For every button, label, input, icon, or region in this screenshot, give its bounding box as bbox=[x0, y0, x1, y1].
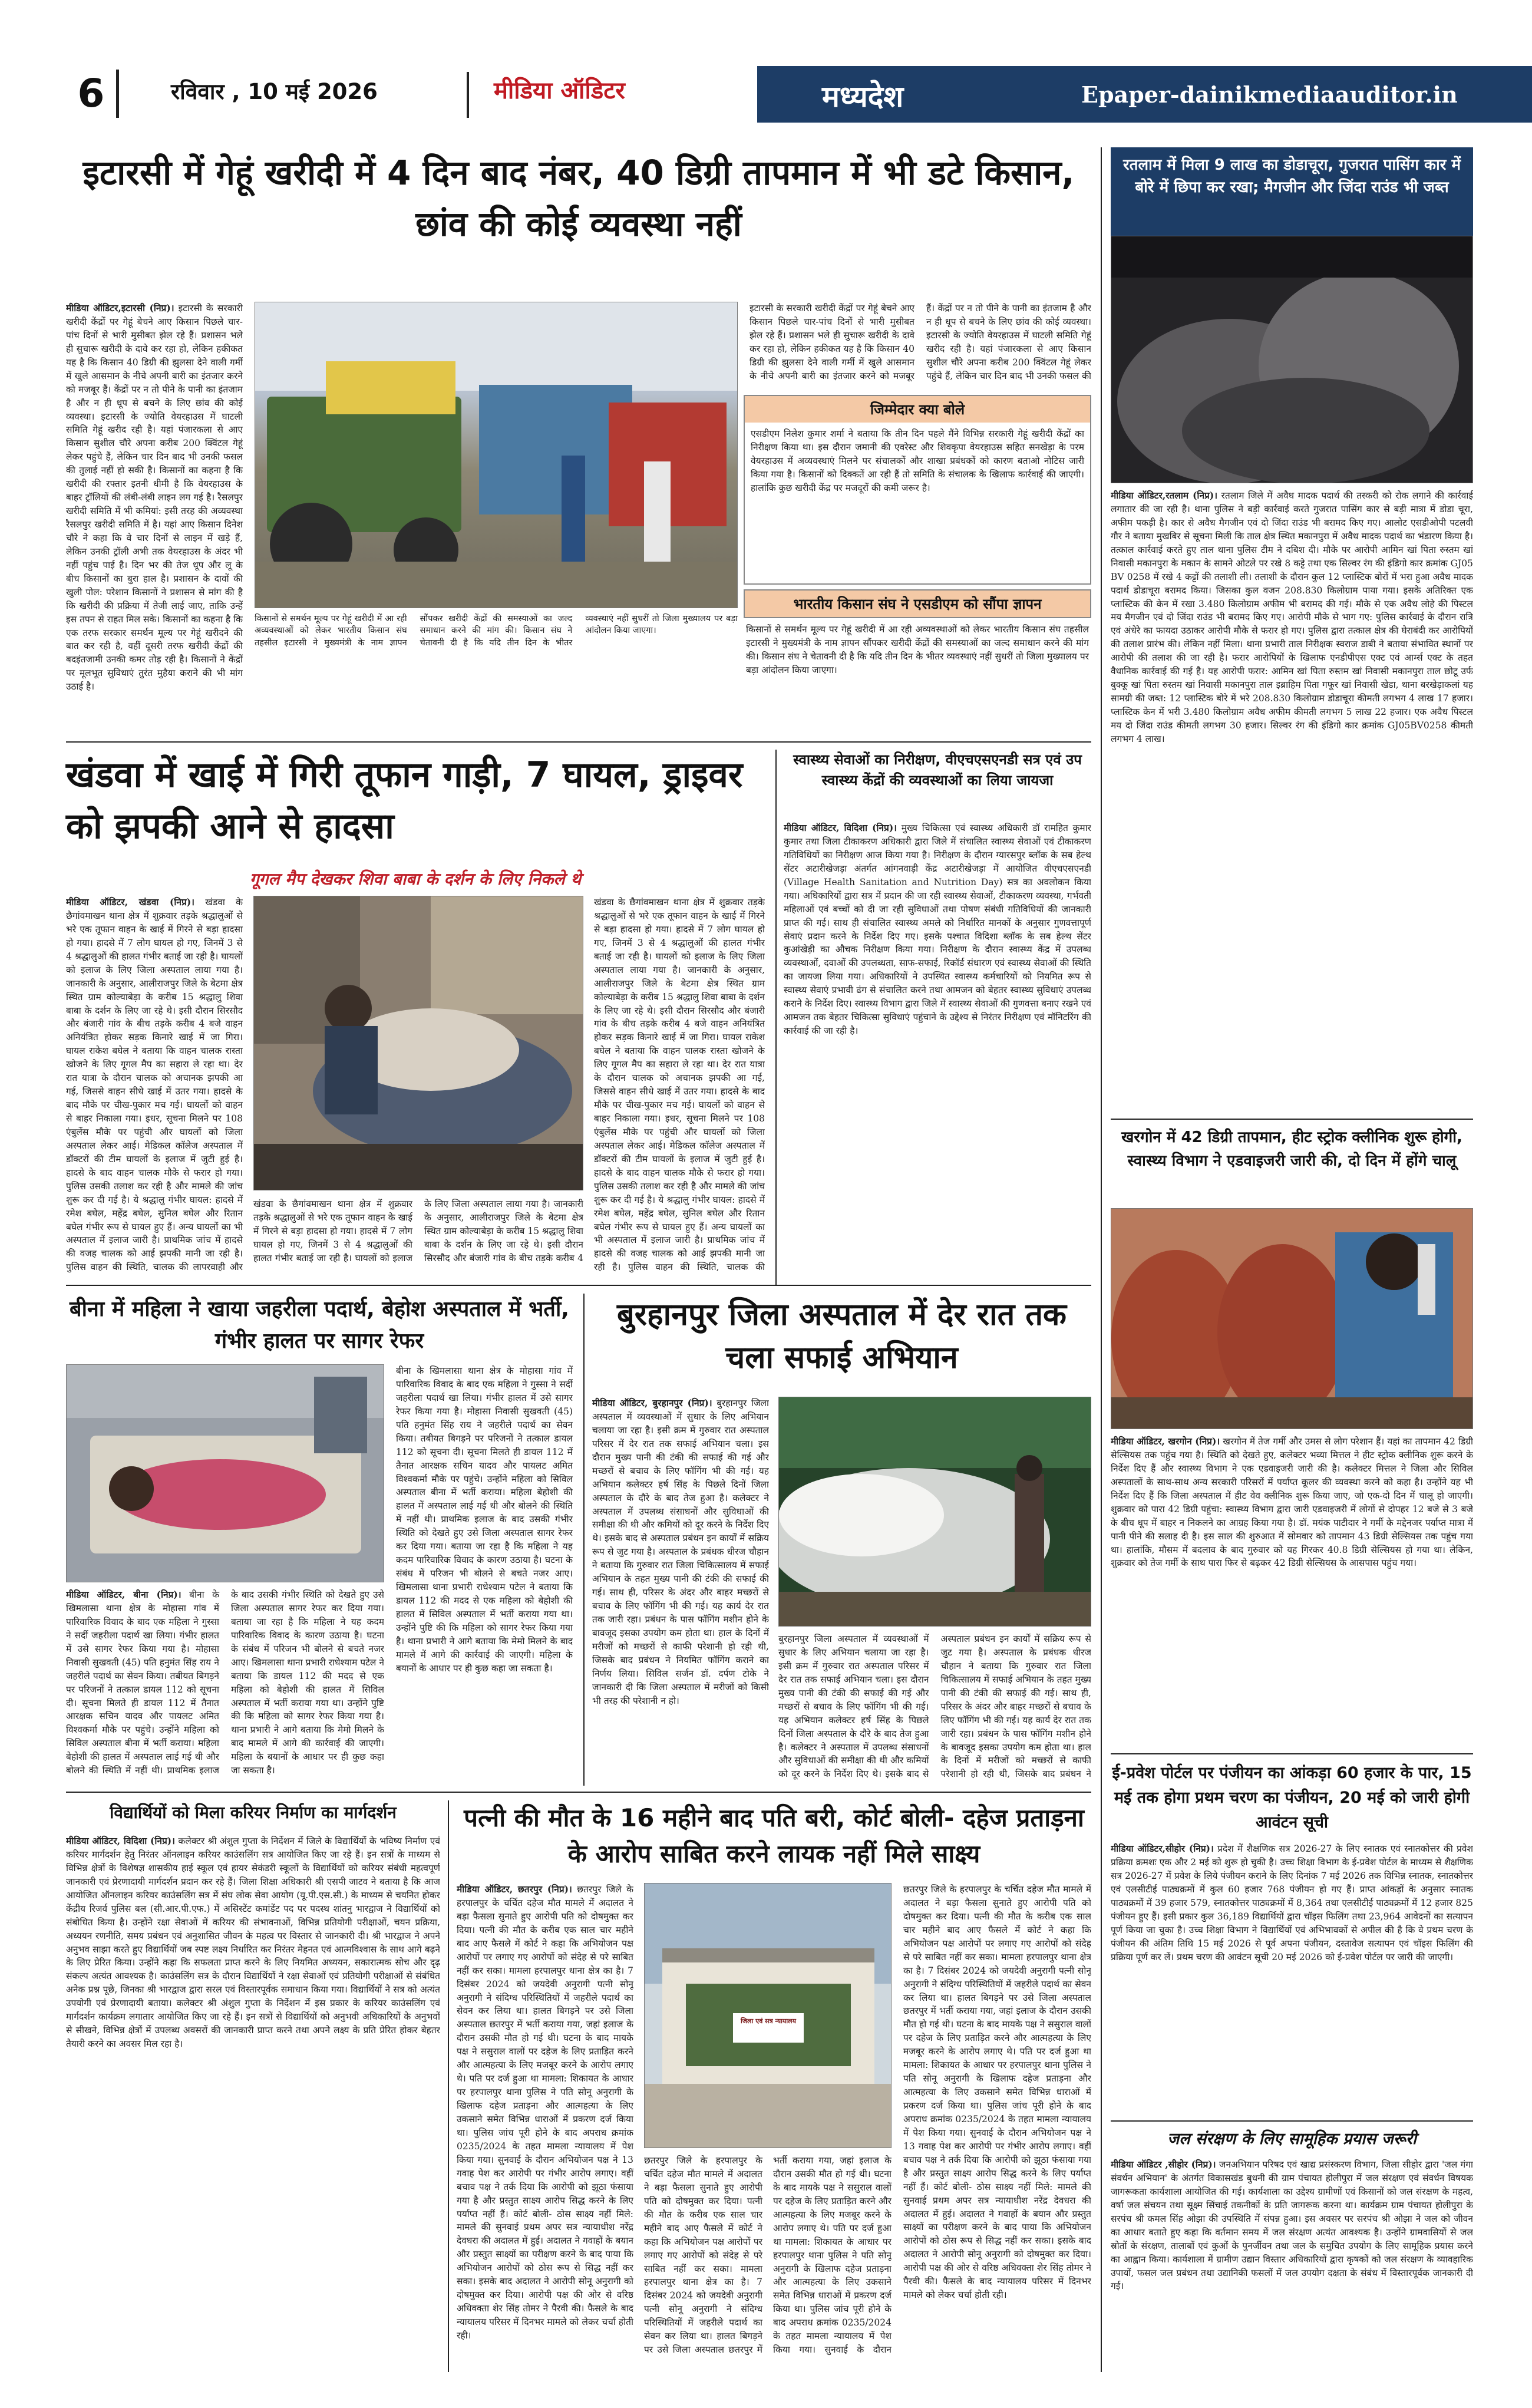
article-chhatarpur-body-center: छतरपुर जिले के हरपालपुर के चर्चित दहेज मौत मामले में अदालत ने बड़ा फैसला सुनाते हुए आरोपी पति को दोषमुक्त कर दिया। पत्नी की मौत के करीब एक साल चार महीने बाद आए फैसले में कोर्ट ने कहा कि अभियोजन पक्ष आरोपों पर लगाए गए आरोपों को संदेह से परे साबित नहीं कर सका। मामला हरपालपुर थाना क्षेत्र का है। 7 दिसंबर 2024 को जयदेवी अनुरागी पत्नी सोनू अनुरागी ने संदिग्ध परिस्थितियों में जहरीले पदार्थ का सेवन कर लिया था। हालत बिगड़ने पर उसे जिला अस्पताल छतरपुर में भर्ती कराया गया, जहां इलाज के दौरान उसकी मौत हो गई थी। घटना के बाद मायके पक्ष ने ससुराल वालों पर दहेज के लिए प्रताड़ित करने और आत्महत्या के लिए मजबूर करने के आरोप लगाए थे। पति पर दर्ज हुआ था मामला: शिकायत के आधार पर हरपालपुर थाना पुलिस ने पति सोनू अनुरागी के खिलाफ दहेज प्रताड़ना और आत्महत्या के लिए उकसाने समेत विभिन्न धाराओं में प्रकरण दर्ज किया था। पुलिस जांच पूरी होने के बाद अपराध क्रमांक 0235/2024 के तहत मामला न्यायालय में पेश किया गया। सुनवाई के दौरान bbox=[644, 2155, 892, 2356]
header-divider bbox=[467, 72, 469, 118]
rule-sidebar-3 bbox=[1111, 2120, 1473, 2122]
bina-photo bbox=[66, 1364, 384, 1582]
rule-sidebar bbox=[1101, 147, 1102, 2372]
ratlam-photo-art bbox=[1111, 236, 1473, 483]
article-career-body: मीडिया ऑडिटर, विदिशा (निप्र)। कलेक्टर श्री अंशुल गुप्ता के निर्देशन में जिले के विद्यार्थियों के भविष्य निर्माण एवं करियर मार्गदर्शन हेतु निरंतर ऑनलाइन करियर काउंसलिंग सत्र आयोजित किए जा रहे हैं। इन सत्रों के माध्यम से विभिन्न क्षेत्रों के विशेषज्ञ शासकीय हाई स्कूल एवं हायर सेकंडरी स्कूलों के विद्यार्थियों को करियर संबंधी महत्वपूर्ण जानकारी एवं प्रेरणादायी मार्गदर्शन प्रदान कर रहे हैं। जिला शिक्षा अधिकारी श्री एसपी जाटव ने बताया है कि आज आयोजित ऑनलाइन करियर काउंसलिंग सत्र में संघ लोक सेवा आयोग (यू.पी.एस.सी.) के माध्यम से चयनित होकर केंद्रीय रिजर्व पुलिस बल (सी.आर.पी.एफ.) में असिस्टेंट कमांडेंट पद पर पदस्थ शांतनु भारद्वाज ने विद्यार्थियों को संबोधित किया है। उन्होंने रक्षा सेवाओं में करियर की संभावनाओं, विभिन्न प्रतियोगी परीक्षाओं, चयन प्रक्रिया, अध्ययन रणनीति, समय प्रबंधन एवं अनुशासित जीवन के महत्व पर विस्तार से जानकारी दी। श्री भारद्वाज ने अपने अनुभव साझा करते हुए विद्यार्थियों जब स्पष्ट लक्ष्य निर्धारित कर निरंतर मेहनत एवं आत्मविश्वास के साथ आगे बढ़ने के लिए प्रेरित किया। उन्होंने कहा कि सफलता प्राप्त करने के लिए नियमित अध्ययन, सकारात्मक सोच और दृढ़ संकल्प अत्यंत आवश्यक है। काउंसलिंग सत्र के दौरान विद्यार्थियों ने रक्षा सेवाओं एवं प्रतियोगी परीक्षाओं से संबंधित अनेक प्रश्न पूछे, जिनका श्री भारद्वाज द्वारा सरल एवं विस्तारपूर्वक समाधान किया गया। विद्यार्थियों ने सत्र को अत्यंत उपयोगी एवं प्रेरणादायी बताया। कलेक्टर श्री अंशुल गुप्ता के निर्देशन में इस प्रकार के करियर काउंसलिंग एवं मार्गदर्शन कार्यक्रम लगातार आयोजित किए जा रहे हैं। इन सत्रों से विद्यार्थियों को अनुभवी अधिकारियों के अनुभवों से सीखने, विभिन्न क्षेत्रों में उपलब्ध अवसरों की जानकारी प्राप्त करने तथा अपने लक्ष्य के प्रति प्रेरित होकर बेहतर तैयारी करने का अवसर मिल रहा है। bbox=[66, 1835, 440, 2050]
box-officials-body: एसडीएम निलेश कुमार शर्मा ने बताया कि तीन दिन पहले मैंने विभिन्न सरकारी गेहूं खरीदी केंद्रों का निरीक्षण किया था। इस दौरान जमानी की एवरेस्ट और शिवकृपा वेयरहाउस सहित सनखेड़ा के परम वेयरहाउस में अव्यवस्थाएं मिलने पर संचालकों और शाखा प्रबंधकों को कारण बताओ नोटिस जारी किया गया है। किसानों को दिक्कतें आ रही हैं तो समिति के संचालक के खिलाफ कार्रवाई की जाएगी। हालांकि कुछ खरीदी केंद्र पर मजदूरों की कमी जरूर है। bbox=[751, 428, 1084, 493]
article-career-headline: विद्यार्थियों को मिला करियर निर्माण का मार्गदर्शन bbox=[110, 1803, 397, 1822]
itarsi-photo-art bbox=[255, 302, 738, 608]
masthead bbox=[0, 0, 1532, 127]
khandwa-photo-art bbox=[254, 896, 583, 1190]
box-officials-said bbox=[744, 395, 1091, 585]
rule-sidebar-2 bbox=[1111, 1753, 1473, 1754]
article-khargone bbox=[1111, 1126, 1473, 1750]
article-ratlam bbox=[1111, 147, 1473, 1114]
rule-under-article-1 bbox=[66, 741, 1091, 743]
article-itarsi-headline: इटारसी में गेहूं खरीदी में 4 दिन बाद नंबर, 40 डिग्री तापमान में भी डटे किसान, छांव की कोई व्यवस्था नहीं bbox=[82, 153, 1075, 244]
article-khandwa-headline: खंडवा में खाई में गिरी तूफान गाड़ी, 7 घायल, ड्राइवर को झपकी आने से हादसा bbox=[66, 754, 743, 847]
court-photo-art bbox=[645, 1883, 892, 2148]
box-kisan-sangh bbox=[744, 589, 1091, 738]
box-officials-title: जिम्मेदार क्या बोले bbox=[745, 396, 1090, 423]
article-itarsi-body: मीडिया ऑडिटर,इटारसी (निप्र)। इटारसी के सरकारी खरीदी केंद्रों पर गेहूं बेचने आए किसान पिछले चार-पांच दिनों से भारी मुसीबत झेल रहे हैं। प्रशासन भले ही सुचारू खरीदी के दावे कर रहा हो, लेकिन हकीकत यह है कि किसान 40 डिग्री की झुलसा देने वाली गर्मी में खुले आसमान के नीचे अपनी बारी का इंतजार करने को मजबूर हैं। केंद्रों पर न तो पीने के पानी का इंतजाम है और न ही धूप से बचने के लिए छांव की कोई व्यवस्था। इटारसी के ज्योति वेयरहाउस में घाटली समिति गेहूं खरीद रही है। यहां पंजारकला से आए किसान सुशील चौरे अपना करीब 200 क्विंटल गेहूं लेकर पहुंचे हैं, लेकिन चार दिन बाद भी उनकी फसल की तुलाई नहीं हो सकी है। किसानों का कहना है कि खरीदी की रफ्तार इतनी धीमी है कि वेयरहाउस के बाहर ट्रॉलियों की लंबी-लंबी लाइन लग गई है। रैसलपुर खरीदी समिति में भी कमियां: इसी तरह की अव्यवस्था रैसलपुर खरीदी समिति में है। यहां आए किसान दिनेश चौरे ने कहा कि वे चार दिनों से लाइन में खड़े हैं, लेकिन उनकी ट्रॉली अभी तक वेयरहाउस के अंदर भी नहीं पहुंच पाई है। दिन भर की तेज धूप और लू के बीच किसानों का बुरा हाल है। प्रशासन के दावों की खुली पोल: परेशान किसानों ने प्रशासन से मांग की है कि खरीदी की प्रक्रिया में तेजी लाई जाए, ताकि उन्हें इस तपन से राहत मिल सके। किसानों का कहना है कि एक तरफ सरकार समर्थन मूल्य पर गेहूं खरीदने की बात कर रही है, वहीं दूसरी तरफ खरीदी केंद्रों की बदइंतजामी उनकी कमर तोड़ रही है। किसानों ने केंद्रों पर मूलभूत सुविधाएं तुरंत मुहैया कराने की भी मांग उठाई है। bbox=[66, 302, 243, 692]
rule-bina-burhanpur bbox=[583, 1294, 585, 1786]
article-e-pravesh-headline: ई-प्रवेश पोर्टल पर पंजीयन का आंकड़ा 60 हजार के पार, 15 मई तक होगा प्रथम चरण का पंजीयन, 20 मई को जारी होगी आवंटन सूची bbox=[1112, 1764, 1472, 1832]
article-vidisha-health bbox=[784, 750, 1091, 1280]
article-bina-body-left: मीडिया ऑडिटर, बीना (निप्र)। बीना के खिमलासा थाना क्षेत्र के मोहासा गांव में पारिवारिक विवाद के बाद एक महिला ने गुस्सा ने सर्दी जहरीला पदार्थ खा लिया। गंभीर हालत में उसे सागर रेफर किया गया है। मोहासा निवासी सुखवती (45) पति हनुमंत सिंह राय ने जहरीले पदार्थ का सेवन किया। तबीयत बिगड़ने पर परिजनों ने तत्काल डायल 112 को सूचना दी। सूचना मिलते ही डायल 112 में तैनात आरक्षक सचिन यादव और पायलट अमित विश्वकर्मा मौके पर पहुंचे। उन्होंने महिला को सिविल अस्पताल बीना में भर्ती कराया। महिला बेहोशी की हालत में अस्पताल लाई गई थी और बोलने की स्थिति में नहीं थी। प्राथमिक इलाज के बाद उसकी गंभीर स्थिति को देखते हुए उसे जिला अस्पताल सागर रेफर कर दिया गया। बताया जा रहा है कि महिला ने यह कदम पारिवारिक विवाद के कारण उठाया है। घटना के संबंध में परिजन भी बोलने से बचते नजर आए। खिमलासा थाना प्रभारी राधेश्याम पटेल ने बताया कि डायल 112 की मदद से एक महिला को बेहोशी की हालत में सिविल अस्पताल में भर्ती कराया गया था। उन्होंने पुष्टि की कि महिला को सागर रेफर किया गया है। थाना प्रभारी ने आगे बताया कि मेमो मिलने के बाद मामले में आगे की कार्रवाई की जाएगी। महिला के बयानों के आधार पर ही कुछ कहा जा सकता है। bbox=[66, 1589, 384, 1776]
article-khandwa-body-right: खंडवा के छैगांवमाखन थाना क्षेत्र में शुक्रवार तड़के श्रद्धालुओं से भरे एक तूफान वाहन के खाई में गिरने से बड़ा हादसा हो गया। हादसे में 7 लोग घायल हो गए, जिनमें 3 से 4 श्रद्धालुओं की हालत गंभीर बताई जा रही है। घायलों को इलाज के लिए जिला अस्पताल लाया गया है। जानकारी के अनुसार, आलीराजपुर जिले के बेटमा क्षेत्र स्थित ग्राम कोल्याबेड़ा के करीब 15 श्रद्धालु शिवा बाबा के दर्शन के लिए जा रहे थे। इसी दौरान सिरसौद और बंजारी गांव के बीच तड़के करीब 4 बजे वाहन अनियंत्रित होकर सड़क किनारे खाई में जा गिरा। घायल राकेश बघेल ने बताया कि वाहन चालक रास्ता खोजने के लिए गूगल मैप का सहारा ले रहा था। देर रात यात्रा के दौरान चालक को अचानक झपकी आ गई, जिससे वाहन सीधे खाई में उतर गया। हादसे के बाद मौके पर चीख-पुकार मच गई। घायलों को वाहन से बाहर निकाला गया। इधर, सूचना मिलने पर 108 एंबुलेंस मौके पर पहुंची और घायलों को जिला अस्पताल लेकर आई। मेडिकल कॉलेज अस्पताल में डॉक्टरों की टीम घायलों के इलाज में जुटी हुई है। हादसे के बाद वाहन चालक मौके से फरार हो गया। पुलिस उसकी तलाश कर रही है और मामले की जांच शुरू कर दी गई है। ये श्रद्धालु गंभीर घायल: हादसे में रमेश बघेल, महेंद्र बघेल, सुनिल बघेल और रितान बघेल गंभीर रूप से घायल हुए हैं। अन्य घायलों का भी अस्पताल में इलाज जारी है। प्राथमिक जांच में हादसे की वजह चालक को आई झपकी मानी जा रही है। पुलिस वाहन की स्थिति, चालक की bbox=[594, 897, 765, 1273]
article-ratlam-body: मीडिया ऑडिटर,रतलाम (निप्र)। रतलाम जिले में अवैध मादक पदार्थ की तस्करी को रोक लगाने की कार्रवाई लगातार की जा रही है। थाना पुलिस ने बड़ी कार्रवाई करते गुजरात पासिंग कार से बड़ी मात्रा में डोडा चूरा, अफीम पकड़ी है। कार से अवैध मैगजीन एवं दो जिंदा राउंड भी बरामद किए गए। आलोट एसडीओपी पटलवी गौर ने बताया मुखबिर से सूचना मिली कि ताल क्षेत्र स्थित मकानपुरा में अवैध मादक पदार्थ का भंडारण किया है। तत्काल कार्रवाई करते हुए ताल थाना पुलिस टीम ने दबिश दी। मौके पर आरोपी आमिन खां पिता रुस्तम खां निवासी मकानपुरा के मकान के सामने ओटले पर रखे 8 कट्टे तथा एक सिल्वर रंग की इंडिगो कार क्रमांक GJ05 BV 0258 में रखे 4 कट्टों की तलाशी ली। तलाशी के दौरान कुल 12 प्लास्टिक बोरों में भरा हुआ अवैध मादक पदार्थ डोडाचूरा बरामद किया। जिसका कुल वजन 208.830 किलोग्राम पाया गया। इसके अतिरिक्त एक प्लास्टिक की केन में रखा 3.480 किलोग्राम अफीम भी बरामद की गई। मौके से एक अवैध लोहे की पिस्टल मय मैगजीन एवं दो जिंदा राउंड भी बरामद किए गए। आरोपी मौके से भाग गए: पुलिस कार्रवाई के दौरान रात्रि एवं अंधेरे का फायदा उठाकर आरोपी मौके से फरार हो गए। पुलिस द्वारा तत्काल क्षेत्र की घेराबंदी कर आरोपियों की तलाश प्रारंभ की। लेकिन नहीं मिला। थाना प्रभारी ताल निरीक्षक स्वराज डाबी ने बताया संभावित स्थानों पर आरोपी की तलाश की जा रही है। फरार आरोपियों के खिलाफ एनडीपीएस एक्ट एवं आर्म्स एक्ट के तहत वैधानिक कार्रवाई की गई है। यह आरोपी फरार: आमिन खां पिता रुस्तम खां निवासी मकानपुरा ताल छोटू उर्फ बुक्कू खां पिता रुस्तम खां निवासी मकानपुरा ताल इब्राहिम पिता गफूर खां निवासी खेडा, थाना बरखेड़ाकलां यह सामग्री की जब्त: 12 प्लास्टिक बोरे में भरे 208.830 किलोग्राम डोडाचूरा कीमती लगभग 4 लाख 17 हजार। प्लास्टिक केन में भरी 3.480 किलोग्राम अवैध अफीम कीमती लगभग 5 लाख 22 हजार। एक अवैध पिस्टल मय दो जिंदा राउंड कीमती लगभग 30 हजार। सिल्वर रंग की इंडिगो कार क्रमांक GJ05BV0258 कीमती लगभग 4 लाख। bbox=[1111, 490, 1473, 744]
article-chhatarpur-body-right: छतरपुर जिले के हरपालपुर के चर्चित दहेज मौत मामले में अदालत ने बड़ा फैसला सुनाते हुए आरोपी पति को दोषमुक्त कर दिया। पत्नी की मौत के करीब एक साल चार महीने बाद आए फैसले में कोर्ट ने कहा कि अभियोजन पक्ष आरोपों पर लगाए गए आरोपों को संदेह से परे साबित नहीं कर सका। मामला हरपालपुर थाना क्षेत्र का है। 7 दिसंबर 2024 को जयदेवी अनुरागी पत्नी सोनू अनुरागी ने संदिग्ध परिस्थितियों में जहरीले पदार्थ का सेवन कर लिया था। हालत बिगड़ने पर उसे जिला अस्पताल छतरपुर में भर्ती कराया गया, जहां इलाज के दौरान उसकी मौत हो गई थी। घटना के बाद मायके पक्ष ने ससुराल वालों पर दहेज के लिए प्रताड़ित करने और आत्महत्या के लिए मजबूर करने के आरोप लगाए थे। पति पर दर्ज हुआ था मामला: शिकायत के आधार पर हरपालपुर थाना पुलिस ने पति सोनू अनुरागी के खिलाफ दहेज प्रताड़ना और आत्महत्या के लिए उकसाने समेत विभिन्न धाराओं में प्रकरण दर्ज किया था। पुलिस जांच पूरी होने के बाद अपराध क्रमांक 0235/2024 के तहत मामला न्यायालय में पेश किया गया। सुनवाई के दौरान अभियोजन पक्ष ने 13 गवाह पेश कर आरोपी पर गंभीर आरोप लगाए। वहीं बचाव पक्ष ने तर्क दिया कि आरोपी को झूठा फंसाया गया है और प्रस्तुत साक्ष्य आरोप सिद्ध करने के लिए पर्याप्त नहीं हैं। कोर्ट बोली- ठोस साक्ष्य नहीं मिले: मामले की सुनवाई प्रथम अपर सत्र न्यायाधीश नरेंद्र देवधरा की अदालत में हुई। अदालत ने गवाहों के बयान और प्रस्तुत साक्ष्यों का परीक्षण करने के बाद पाया कि अभियोजन आरोपों को ठोस रूप से सिद्ध नहीं कर सका। इसके बाद अदालत ने आरोपी सोनू अनुरागी को दोषमुक्त कर दिया। आरोपी पक्ष की ओर से वरिष्ठ अधिवक्ता शेर सिंह तोमर ने पैरवी की। फैसले के बाद न्यायालय परिसर में दिनभर मामले को लेकर चर्चा होती रही। bbox=[903, 1884, 1091, 2301]
article-career-guidance bbox=[66, 1800, 440, 2372]
article-vidisha-health-body: मीडिया ऑडिटर, विदिशा (निप्र)। मुख्य चिकित्सा एवं स्वास्थ्य अधिकारी डॉ रामहित कुमार कुमार तथा जिला टीकाकरण अधिकारी द्वारा जिले में संचालित स्वास्थ्य सेवाओं एवं टीकाकरण गतिविधियों का निरीक्षण आज किया गया है। निरीक्षण के दौरान ग्यारसपुर ब्लॉक के सब हेल्थ सेंटर अटारीखेजड़ा अंतर्गत आंगनवाड़ी केंद्र अटारीखेजड़ा में आयोजित वीएचएसएनडी (Village Health Sanitation and Nutrition Day) सत्र का अवलोकन किया गया। अधिकारियों द्वारा सत्र में प्रदान की जा रही स्वास्थ्य सेवाओं, टीकाकरण व्यवस्था, गर्भवती महिलाओं एवं बच्चों को दी जा रही सुविधाओं तथा पोषण संबंधी गतिविधियों की जानकारी प्राप्त की गई। साथ ही संचालित स्वास्थ्य अमले को निर्धारित मानकों के अनुसार गुणवत्तापूर्ण सेवाएं प्रदान करने के निर्देश दिए गए। इसके पश्चात विदिशा ब्लॉक के सब हेल्थ सेंटर कुआंखेड़ी का औचक निरीक्षण किया गया। निरीक्षण के दौरान स्वास्थ्य केंद्र में उपलब्ध व्यवस्थाओं, दवाओं की उपलब्धता, साफ-सफाई, रिकॉर्ड संधारण एवं स्वास्थ्य सेवाओं की स्थिति का जायजा लिया गया। अधिकारियों ने उपस्थित स्वास्थ्य कर्मचारियों को नियमित रूप से स्वास्थ्य सेवाएं प्रभावी ढंग से संचालित करने तथा आमजन को बेहतर स्वास्थ्य सुविधाएं उपलब्ध कराने के निर्देश दिए। स्वास्थ्य विभाग द्वारा जिले में स्वास्थ्य सेवाओं की गुणवत्ता बनाए रखने एवं आमजन तक बेहतर चिकित्सा सुविधाएं पहुंचाने के उद्देश्य से निरंतर निरीक्षण एवं मॉनिटरिंग की कार्रवाई की जा रही है। bbox=[784, 822, 1091, 1037]
ratlam-photo bbox=[1111, 236, 1473, 483]
article-burhanpur-body-bottom: बुरहानपुर जिला अस्पताल में व्यवस्थाओं में सुधार के लिए अभियान चलाया जा रहा है। इसी क्रम में गुरुवार रात अस्पताल परिसर में देर रात तक सफाई अभियान चला। इस दौरान मुख्य पानी की टंकी की सफाई की गई और मच्छरों से बचाव के लिए फॉगिंग भी की गई। यह अभियान कलेक्टर हर्ष सिंह के पिछले दिनों जिला अस्पताल के दौरे के बाद तेज हुआ है। कलेक्टर ने अस्पताल में उपलब्ध संसाधनों और सुविधाओं की समीक्षा की थी और कमियों को दूर करने के निर्देश दिए थे। इसके बाद से अस्पताल प्रबंधन इन कार्यों में सक्रिय रूप से जुट गया है। अस्पताल के प्रबंधक धीरज चौहान ने बताया कि गुरुवार रात जिला चिकित्सालय में सफाई अभियान के तहत मुख्य पानी की टंकी की सफाई की गई। साथ ही, परिसर के अंदर और बाहर मच्छरों से बचाव के लिए फॉगिंग भी की गई। यह कार्य देर रात तक जारी रहा। प्रबंधन के पास फॉगिंग मशीन होने के बावजूद इसका उपयोग कम होता था। हाल के दिनों में मरीजों को मच्छरों से काफी परेशानी हो रही थी, जिसके बाद प्रबंधन ने bbox=[778, 1634, 1091, 1780]
issue-date: रविवार , 10 मई 2026 bbox=[171, 79, 378, 104]
paper-name: मीडिया ऑडिटर bbox=[494, 77, 625, 104]
box-kisan-sangh-body: किसानों से समर्थन मूल्य पर गेहूं खरीदी में आ रही अव्यवस्थाओं को लेकर भारतीय किसान संघ तहसील इटारसी ने मुख्यमंत्री के नाम ज्ञापन सौंपकर खरीदी केंद्रों की समस्याओं का जल्द समाधान करने की मांग की। किसान संघ ने चेतावनी दी है कि यदि तीन दिन के भीतर व्यवस्थाएं नहीं सुधरीं तो जिला मुख्यालय पर बड़ा आंदोलन किया जाएगा। bbox=[746, 624, 1089, 675]
article-khandwa bbox=[66, 750, 765, 1280]
article-itarsi bbox=[66, 147, 1091, 740]
article-chhatarpur-headline: पत्नी की मौत के 16 महीने बाद पति बरी, कोर्ट बोली- दहेज प्रताड़ना के आरोप साबित करने लायक नहीं मिले साक्ष्य bbox=[464, 1803, 1084, 1868]
article-burhanpur-headline: बुरहानपुर जिला अस्पताल में देर रात तक चला सफाई अभियान bbox=[617, 1297, 1067, 1375]
article-vidisha-health-headline: स्वास्थ्य सेवाओं का निरीक्षण, वीएचएसएनडी सत्र एवं उप स्वास्थ्य केंद्रों की व्यवस्थाओं का लिया जायजा bbox=[793, 751, 1082, 789]
burhanpur-photo bbox=[778, 1397, 1091, 1627]
khargone-photo-art bbox=[1111, 1209, 1473, 1429]
box-kisan-sangh-title: भारतीय किसान संघ ने एसडीएम को सौंपा ज्ञापन bbox=[744, 589, 1091, 618]
rule-mid-vertical bbox=[775, 750, 777, 1286]
section-title: मध्यदेश bbox=[822, 80, 904, 114]
article-chhatarpur bbox=[457, 1800, 1091, 2372]
itarsi-photo bbox=[255, 302, 738, 608]
khandwa-photo bbox=[253, 896, 583, 1190]
bina-photo-art bbox=[67, 1365, 384, 1582]
article-e-pravesh bbox=[1111, 1761, 1473, 2115]
khargone-photo bbox=[1111, 1208, 1473, 1429]
itarsi-body-right: इटारसी के सरकारी खरीदी केंद्रों पर गेहूं बेचने आए किसान पिछले चार-पांच दिनों से भारी मुसीबत झेल रहे हैं। प्रशासन भले ही सुचारू खरीदी के दावे कर रहा हो, लेकिन हकीकत यह है कि किसान 40 डिग्री की झुलसा देने वाली गर्मी में खुले आसमान के नीचे अपनी बारी का इंतजार करने को मजबूर हैं। केंद्रों पर न तो पीने के पानी का इंतजाम है और न ही धूप से बचने के लिए छांव की कोई व्यवस्था। इटारसी के ज्योति वेयरहाउस में घाटली समिति गेहूं खरीद रही है। यहां पंजारकला से आए किसान सुशील चौरे अपना करीब 200 क्विंटल गेहूं लेकर पहुंचे हैं, लेकिन चार दिन बाद भी उनकी फसल की bbox=[750, 303, 1091, 381]
burhanpur-photo-art bbox=[779, 1397, 1091, 1627]
page-number: 6 bbox=[66, 70, 119, 118]
article-bina bbox=[66, 1294, 573, 1786]
section-label bbox=[757, 66, 1532, 123]
court-sign-text: जिला एवं सत्र न्यायालय bbox=[740, 2017, 797, 2025]
itarsi-body-continued: किसानों से समर्थन मूल्य पर गेहूं खरीदी में आ रही अव्यवस्थाओं को लेकर भारतीय किसान संघ तहसील इटारसी ने मुख्यमंत्री के नाम ज्ञापन सौंपकर खरीदी केंद्रों की समस्याओं का जल्द समाधान करने की मांग की। किसान संघ ने चेतावनी दी है कि यदि तीन दिन के भीतर व्यवस्थाएं नहीं सुधरीं तो जिला मुख्यालय पर बड़ा आंदोलन किया जाएगा। bbox=[255, 614, 738, 648]
rule-career-dowry bbox=[448, 1800, 449, 2372]
article-burhanpur bbox=[592, 1294, 1091, 1786]
article-khargone-headline: खरगोन में 42 डिग्री तापमान, हीट स्ट्रोक क्लीनिक शुरू होगी, स्वास्थ्य विभाग ने एडवाइजरी जारी की, दो दिन में होंगे चालू bbox=[1121, 1129, 1462, 1170]
article-bina-headline: बीना में महिला ने खाया जहरीला पदार्थ, बेहोश अस्पताल में भर्ती, गंभीर हालत पर सागर रेफर bbox=[70, 1297, 569, 1353]
court-photo bbox=[644, 1883, 892, 2148]
rule-under-article-2 bbox=[66, 1285, 1091, 1286]
article-water-conservation bbox=[1111, 2127, 1473, 2372]
epaper-link[interactable]: Epaper-dainikmediaauditor.in bbox=[1081, 81, 1458, 108]
article-burhanpur-body-left: मीडिया ऑडिटर, बुरहानपुर (निप्र)। बुरहानपुर जिला अस्पताल में व्यवस्थाओं में सुधार के लिए अभियान चलाया जा रहा है। इसी क्रम में गुरुवार रात अस्पताल परिसर में देर रात तक सफाई अभियान चला। इस दौरान मुख्य पानी की टंकी की सफाई की गई और मच्छरों से बचाव के लिए फॉगिंग भी की गई। यह अभियान कलेक्टर हर्ष सिंह के पिछले दिनों जिला अस्पताल के दौरे के बाद तेज हुआ है। कलेक्टर ने अस्पताल में उपलब्ध संसाधनों और सुविधाओं की समीक्षा की थी और कमियों को दूर करने के निर्देश दिए थे। इसके बाद से अस्पताल प्रबंधन इन कार्यों में सक्रिय रूप से जुट गया है। अस्पताल के प्रबंधक धीरज चौहान ने बताया कि गुरुवार रात जिला चिकित्सालय में सफाई अभियान के तहत मुख्य पानी की टंकी की सफाई की गई। साथ ही, परिसर के अंदर और बाहर मच्छरों से बचाव के लिए फॉगिंग भी की गई। यह कार्य देर रात तक जारी रहा। प्रबंधन के पास फॉगिंग मशीन होने के बावजूद इसका उपयोग कम होता था। हाल के दिनों में मरीजों को मच्छरों से काफी परेशानी हो रही थी, जिसके बाद प्रबंधन ने नियमित फॉगिंग कराने का निर्णय लिया। सिविल सर्जन डॉ. दर्पण टोके ने जानकारी दी कि जिला अस्पताल में मरीजों को किसी भी तरह की परेशानी न हो। bbox=[592, 1397, 769, 1706]
article-bina-body-right: बीना के खिमलासा थाना क्षेत्र के मोहासा गांव में पारिवारिक विवाद के बाद एक महिला ने गुस्सा ने सर्दी जहरीला पदार्थ खा लिया। गंभीर हालत में उसे सागर रेफर किया गया है। मोहासा निवासी सुखवती (45) पति हनुमंत सिंह राय ने जहरीले पदार्थ का सेवन किया। तबीयत बिगड़ने पर परिजनों ने तत्काल डायल 112 को सूचना दी। सूचना मिलते ही डायल 112 में तैनात आरक्षक सचिन यादव और पायलट अमित विश्वकर्मा मौके पर पहुंचे। उन्होंने महिला को सिविल अस्पताल बीना में भर्ती कराया। महिला बेहोशी की हालत में अस्पताल लाई गई थी और बोलने की स्थिति में नहीं थी। प्राथमिक इलाज के बाद उसकी गंभीर स्थिति को देखते हुए उसे जिला अस्पताल सागर रेफर कर दिया गया। बताया जा रहा है कि महिला ने यह कदम पारिवारिक विवाद के कारण उठाया है। घटना के संबंध में परिजन भी बोलने से बचते नजर आए। खिमलासा थाना प्रभारी राधेश्याम पटेल ने बताया कि डायल 112 की मदद से एक महिला को बेहोशी की हालत में सिविल अस्पताल में भर्ती कराया गया था। उन्होंने पुष्टि की कि महिला को सागर रेफर किया गया है। थाना प्रभारी ने आगे बताया कि मेमो मिलने के बाद मामले में आगे की कार्रवाई की जाएगी। महिला के बयानों के आधार पर ही कुछ कहा जा सकता है। bbox=[396, 1365, 573, 1674]
article-khargone-body: मीडिया ऑडिटर, खरगोन (निप्र)। खरगोन में तेज गर्मी और उमस से लोग परेशान हैं। यहां का तापमान 42 डिग्री सेल्सियस तक पहुंच गया है। स्थिति को देखते हुए, कलेक्टर भव्या मित्तल ने हीट स्ट्रोक क्लीनिक शुरू करने के निर्देश दिए हैं और स्वास्थ्य विभाग ने एक एडवाइजरी जारी की है। कलेक्टर मित्तल ने जिला और सिविल अस्पतालों के साथ-साथ अन्य सरकारी परिसरों में पर्याप्त कूलर की व्यवस्था करने को कहा है। उन्होंने यह भी निर्देश दिए हैं कि जिला अस्पताल में हीट वेव क्लीनिक शुरू किया जाए, जो एक-दो दिन में चालू हो जाएगी। शुक्रवार को पारा 42 डिग्री पहुंचा: स्वास्थ्य विभाग द्वारा जारी एडवाइजरी में लोगों से दोपहर 12 बजे से 3 बजे के बीच धूप में बाहर न निकलने का आग्रह किया गया है। डॉ. मयंक पाटीदार ने गर्मी के मद्देनजर पर्याप्त मात्रा में पानी पीने की सलाह दी है। इस साल की शुरुआत में सोमवार को तापमान 43 डिग्री सेल्सियस तक पहुंच गया था। हालांकि, मौसम में बदलाव के बाद गुरुवार को यह गिरकर 40.8 डिग्री सेल्सियस हो गया था। लेकिन, शुक्रवार को तेज गर्मी के साथ पारा फिर से बढ़कर 42 डिग्री सेल्सियस के आसपास पहुंच गया। bbox=[1111, 1436, 1473, 1569]
article-khandwa-kicker: गूगल मैप देखकर शिवा बाबा के दर्शन के लिए निकले थे bbox=[249, 869, 582, 889]
article-water-body: मीडिया ऑडिटर ,सीहोर (निप्र)। जनअभियान परिषद एवं खाद्य प्रसंस्करण विभाग, जिला सीहोर द्वारा 'जल गंगा संवर्धन अभियान' के अंतर्गत विकासखंड बुधनी की ग्राम पंचायत होलीपुरा में जल संरक्षण एवं संवर्धन विषयक जागरूकता कार्यशाला आयोजित की गई। कार्यशाला का उद्देश्य ग्रामीणों एवं किसानों को जल संरक्षण के महत्व, वर्षा जल संचयन तथा सूक्ष्म सिंचाई तकनीकों के प्रति जागरूक करना था। कार्यक्रम ग्राम पंचायत होलीपुरा के सरपंच श्री कमल सिंह ओझा की उपस्थिति में संपन्न हुआ। इस अवसर पर सरपंच श्री ओझा ने जल को जीवन का आधार बताते हुए कहा कि वर्तमान समय में जल संरक्षण अत्यंत आवश्यक है। उन्होंने ग्रामवासियों से जल स्रोतों के संरक्षण, तालाबों एवं कुओं के पुनर्जीवन तथा जल के समुचित उपयोग के लिए सामूहिक प्रयास करने का आह्वान किया। कार्यशाला में ग्रामीण उद्यान विस्तार अधिकारियों द्वारा कृषकों को जल संरक्षण के व्यावहारिक उपायों, फसल जल प्रबंधन तथा उद्यानिकी फसलों में जल उपयोग दक्षता के संबंध में विस्तारपूर्वक जानकारी दी गई। bbox=[1111, 2159, 1473, 2292]
article-khandwa-body-left: मीडिया ऑडिटर, खंडवा (निप्र)। खंडवा के छैगांवमाखन थाना क्षेत्र में शुक्रवार तड़के श्रद्धालुओं से भरे एक तूफान वाहन के खाई में गिरने से बड़ा हादसा हो गया। हादसे में 7 लोग घायल हो गए, जिनमें 3 से 4 श्रद्धालुओं की हालत गंभीर बताई जा रही है। घायलों को इलाज के लिए जिला अस्पताल लाया गया है। जानकारी के अनुसार, आलीराजपुर जिले के बेटमा क्षेत्र स्थित ग्राम कोल्याबेड़ा के करीब 15 श्रद्धालु शिवा बाबा के दर्शन के लिए जा रहे थे। इसी दौरान सिरसौद और बंजारी गांव के बीच तड़के करीब 4 बजे वाहन अनियंत्रित होकर सड़क किनारे खाई में जा गिरा। घायल राकेश बघेल ने बताया कि वाहन चालक रास्ता खोजने के लिए गूगल मैप का सहारा ले रहा था। देर रात यात्रा के दौरान चालक को अचानक झपकी आ गई, जिससे वाहन सीधे खाई में उतर गया। हादसे के बाद मौके पर चीख-पुकार मच गई। घायलों को वाहन से बाहर निकाला गया। इधर, सूचना मिलने पर 108 एंबुलेंस मौके पर पहुंची और घायलों को जिला अस्पताल लेकर आई। मेडिकल कॉलेज अस्पताल में डॉक्टरों की टीम घायलों के इलाज में जुटी हुई है। हादसे के बाद वाहन चालक मौके से फरार हो गया। पुलिस उसकी तलाश कर रही है और मामले की जांच शुरू कर दी गई है। ये श्रद्धालु गंभीर घायल: हादसे में रमेश बघेल, महेंद्र बघेल, सुनिल बघेल और रितान बघेल गंभीर रूप से घायल हुए हैं। अन्य घायलों का भी अस्पताल में इलाज जारी है। प्राथमिक जांच में हादसे की वजह चालक को आई झपकी मानी जा रही है। पुलिस वाहन की स्थिति, चालक की लापरवाही और bbox=[66, 896, 243, 1273]
rule-sidebar-1 bbox=[1111, 1119, 1473, 1120]
article-water-headline: जल संरक्षण के लिए सामूहिक प्रयास जरूरी bbox=[1167, 2130, 1417, 2148]
article-ratlam-headline: रतलाम में मिला 9 लाख का डोडाचूरा, गुजरात पासिंग कार में बोरे में छिपा कर रखा; मैगजीन और जिंदा राउंड भी जब्त bbox=[1111, 147, 1473, 236]
article-e-pravesh-body: मीडिया ऑडिटर,सीहोर (निप्र)। प्रदेश में शैक्षणिक सत्र 2026-27 के लिए स्नातक एवं स्नातकोत्तर की प्रवेश प्रक्रिया क्रमशः एक और 2 मई को शुरू हो चुकी है। उच्च शिक्षा विभाग के ई-प्रवेश पोर्टल के माध्यम से शैक्षणिक सत्र 2026-27 में प्रवेश के लिये पंजीयन कराने के लिए दिनांक 7 मई 2026 तक विभिन्न स्नातक, स्नातकोत्तर एवं एलसीटीई पाठ्यक्रमों में कुल 60 हजार 768 पंजीयन हो गए हैं। प्राप्त आंकड़ों के अनुसार स्नातक पाठ्यक्रमों में 39 हजार 579, स्नातकोत्तर पाठ्यक्रमों में 8,364 तथा एलसीटीई पाठ्यक्रमों में 12 हजार 825 पंजीयन हुए हैं। इसी प्रकार कुल 36,189 विद्यार्थियों द्वारा चॉइस फिलिंग तथा 23,964 आवेदनों का सत्यापन पूर्ण किया जा चुका है। उच्च शिक्षा विभाग ने विद्यार्थियों एवं अभिभावकों से अपील की है कि वे प्रथम चरण के पंजीयन की अंतिम तिथि 15 मई 2026 से पूर्व अपना पंजीयन, दस्तावेज सत्यापन एवं चॉइस फिलिंग की प्रक्रिया पूर्ण कर लें। प्रथम चरण की आवंटन सूची 20 मई 2026 को ई-प्रवेश पोर्टल पर जारी की जाएगी। bbox=[1111, 1843, 1473, 1962]
article-khandwa-body-center: खंडवा के छैगांवमाखन थाना क्षेत्र में शुक्रवार तड़के श्रद्धालुओं से भरे एक तूफान वाहन के खाई में गिरने से बड़ा हादसा हो गया। हादसे में 7 लोग घायल हो गए, जिनमें 3 से 4 श्रद्धालुओं की हालत गंभीर बताई जा रही है। घायलों को इलाज के लिए जिला अस्पताल लाया गया है। जानकारी के अनुसार, आलीराजपुर जिले के बेटमा क्षेत्र स्थित ग्राम कोल्याबेड़ा के करीब 15 श्रद्धालु शिवा बाबा के दर्शन के लिए जा रहे थे। इसी दौरान सिरसौद और बंजारी गांव के बीच तड़के करीब 4 bbox=[253, 1199, 583, 1264]
article-chhatarpur-body-left: मीडिया ऑडिटर, छतरपुर (निप्र)। छतरपुर जिले के हरपालपुर के चर्चित दहेज मौत मामले में अदालत ने बड़ा फैसला सुनाते हुए आरोपी पति को दोषमुक्त कर दिया। पत्नी की मौत के करीब एक साल चार महीने बाद आए फैसले में कोर्ट ने कहा कि अभियोजन पक्ष आरोपों पर लगाए गए आरोपों को संदेह से परे साबित नहीं कर सका। मामला हरपालपुर थाना क्षेत्र का है। 7 दिसंबर 2024 को जयदेवी अनुरागी पत्नी सोनू अनुरागी ने संदिग्ध परिस्थितियों में जहरीले पदार्थ का सेवन कर लिया था। हालत बिगड़ने पर उसे जिला अस्पताल छतरपुर में भर्ती कराया गया, जहां इलाज के दौरान उसकी मौत हो गई थी। घटना के बाद मायके पक्ष ने ससुराल वालों पर दहेज के लिए प्रताड़ित करने और आत्महत्या के लिए मजबूर करने के आरोप लगाए थे। पति पर दर्ज हुआ था मामला: शिकायत के आधार पर हरपालपुर थाना पुलिस ने पति सोनू अनुरागी के खिलाफ दहेज प्रताड़ना और आत्महत्या के लिए उकसाने समेत विभिन्न धाराओं में प्रकरण दर्ज किया था। पुलिस जांच पूरी होने के बाद अपराध क्रमांक 0235/2024 के तहत मामला न्यायालय में पेश किया गया। सुनवाई के दौरान अभियोजन पक्ष ने 13 गवाह पेश कर आरोपी पर गंभीर आरोप लगाए। वहीं बचाव पक्ष ने तर्क दिया कि आरोपी को झूठा फंसाया गया है और प्रस्तुत साक्ष्य आरोप सिद्ध करने के लिए पर्याप्त नहीं हैं। कोर्ट बोली- ठोस साक्ष्य नहीं मिले: मामले की सुनवाई प्रथम अपर सत्र न्यायाधीश नरेंद्र देवधरा की अदालत में हुई। अदालत ने गवाहों के बयान और प्रस्तुत साक्ष्यों का परीक्षण करने के बाद पाया कि अभियोजन आरोपों को ठोस रूप से सिद्ध नहीं कर सका। इसके बाद अदालत ने आरोपी सोनू अनुरागी को दोषमुक्त कर दिया। आरोपी पक्ष की ओर से वरिष्ठ अधिवक्ता शेर सिंह तोमर ने पैरवी की। फैसले के बाद न्यायालय परिसर में दिनभर मामले को लेकर चर्चा होती रही। bbox=[457, 1883, 633, 2341]
rule-under-article-4 bbox=[66, 1792, 1091, 1793]
